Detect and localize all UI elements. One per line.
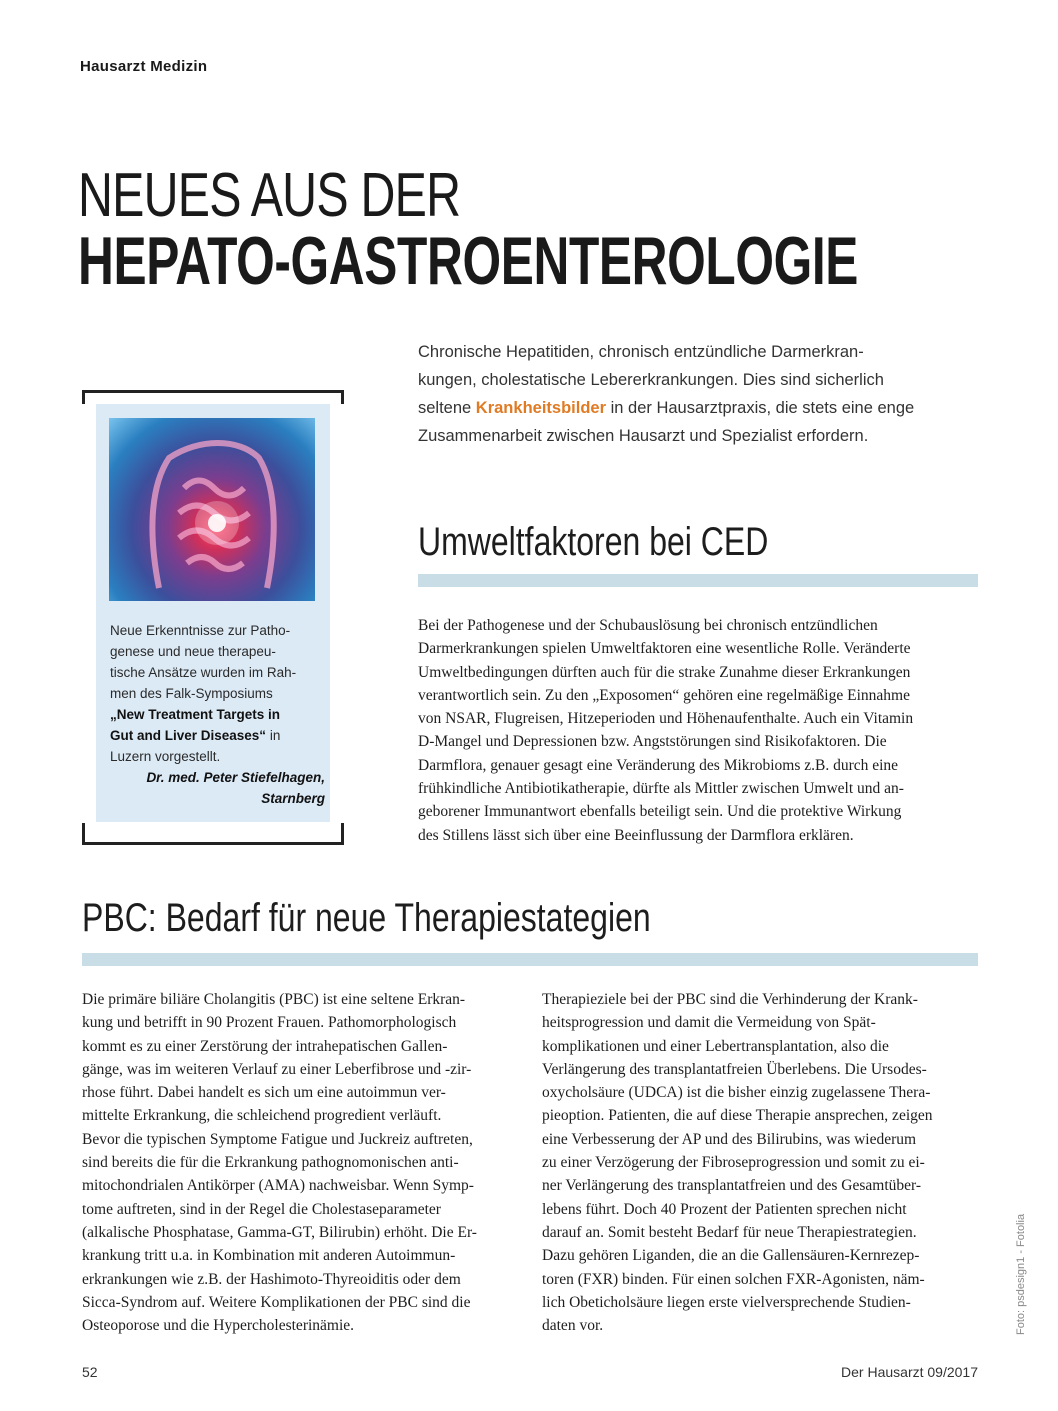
body-line: von NSAR, Flugreisen, Hitzeperioden und Höhenaufenthalte. Auch ein Vitamin [418, 710, 914, 728]
lead-line: kungen, cholestatische Lebererkrankungen. Dies sind sicherlich [418, 371, 884, 389]
author-location: Starnberg [261, 791, 325, 806]
intestine-illustration [109, 418, 315, 601]
body-line: frühkindliche Antibiotikatherapie, dürfte als Mittler zwischen Umwelt und an- [418, 780, 904, 798]
body-line: ner Verlängerung des transplantatfreien und des Gesamtüber- [542, 1177, 922, 1195]
body-line: zu einer Verzögerung der Fibroseprogression und somit zu ei- [542, 1154, 925, 1172]
body-line: mitochondrialen Antikörper (AMA) nachweisbar. Wenn Symp- [82, 1177, 474, 1195]
highlight-keyword: Krankheitsbilder [475, 399, 607, 417]
body-line: verantwortlich sein. Zu den „Exposomen“ gehören eine regelmäßige Einnahme [418, 686, 910, 704]
infobox-line [110, 704, 325, 725]
photo-credit: Foto: psdesign1 - Fotolia [1015, 1213, 1027, 1335]
page-number: 52 [82, 1364, 98, 1380]
body-line: mittelte Erkrankung, die schleichend progredient verläuft. [82, 1107, 442, 1125]
infobox-text [110, 620, 325, 809]
bracket-bottom [82, 823, 344, 845]
body-line: Verlängerung des transplantatfreien Überlebens. Die Ursodes- [542, 1060, 927, 1078]
section1-body [418, 614, 978, 847]
section2-column-2 [542, 988, 982, 1337]
publication-info: Der Hausarzt 09/2017 [841, 1364, 978, 1380]
lead-line: Chronische Hepatitiden, chronisch entzündliche Darmerkran- [418, 343, 864, 361]
section2-column-1 [82, 988, 522, 1337]
body-line: Die primäre biliäre Cholangitis (PBC) ist eine seltene Erkran- [82, 991, 466, 1008]
body-line: eine Verbesserung der AP und des Bilirubins, was wiederum [542, 1130, 917, 1148]
body-line: (alkalische Phosphatase, Gamma-GT, Bilirubin) erhöht. Die Er- [82, 1223, 477, 1241]
infobox-line: men des Falk-Symposiums [110, 686, 273, 701]
body-line: geborener Immunantwort ebenfalls beteiligt sein. Und die protektive Wirkung [418, 803, 902, 821]
body-line: erkrankungen wie z.B. der Hashimoto-Thyreoiditis oder dem [82, 1270, 461, 1288]
body-line: lich Obeticholsäure liegen erste vielversprechende Studien- [542, 1293, 911, 1311]
body-line: tome auftreten, sind in der Regel die Cholestaseparameter [82, 1200, 441, 1218]
infobox-line [110, 725, 325, 746]
intestine-graphic [109, 418, 315, 601]
body-line: Umweltbedingungen dürften auch für die strake Zunahme dieser Erkrankungen [418, 663, 911, 681]
body-line: Bei der Pathogenese und der Schubauslösung bei chronisch entzündlichen [418, 617, 878, 634]
infobox [82, 390, 344, 845]
lead-line: Zusammenarbeit zwischen Hausarzt und Spezialist erfordern. [418, 427, 869, 445]
body-line: Darmerkrankungen spielen Umweltfaktoren eine wesentliche Rolle. Veränderte [418, 640, 911, 658]
infobox-line: Luzern vorgestellt. [110, 749, 221, 764]
author-name: Dr. med. Peter Stiefelhagen, [146, 770, 325, 785]
body-line: sind bereits die für die Erkrankung pathognomonischen anti- [82, 1154, 459, 1172]
body-line: Bevor die typischen Symptome Fatigue und Juckreiz auftreten, [82, 1130, 473, 1148]
symposium-title: Gut and Liver Diseases“ [110, 728, 267, 743]
section-heading: PBC: Bedarf für neue Therapiestategien [82, 896, 651, 940]
lead-line [418, 394, 948, 422]
title-line-2: HEPATO-GASTROENTEROLOGIE [78, 223, 859, 299]
lead-paragraph [418, 338, 948, 450]
body-line: Osteoporose und die Hypercholesterinämie. [82, 1317, 355, 1335]
body-line: darauf an. Somit besteht Bedarf für neue Therapiestrategien. [542, 1223, 917, 1241]
infobox-text-fragment: in [266, 728, 281, 743]
body-line: oxycholsäure (UDCA) ist die bisher einzig zugelassene Thera- [542, 1084, 931, 1102]
section-heading: Umweltfaktoren bei CED [418, 520, 769, 564]
body-line: daten vor. [542, 1317, 604, 1335]
body-line: Therapieziele bei der PBC sind die Verhinderung der Krank- [542, 991, 918, 1008]
body-line: pieoption. Patienten, die auf diese Therapie ansprechen, zeigen [542, 1107, 933, 1125]
body-line: rhose führt. Dabei handelt es sich um eine autoimmun ver- [82, 1084, 446, 1102]
body-line: kung und betrifft in 90 Prozent Frauen. Pathomorphologisch [82, 1014, 457, 1032]
body-line: kommt es zu einer Zerstörung der intrahepatischen Gallen- [82, 1037, 448, 1055]
bracket-top [82, 390, 344, 404]
body-line: Sicca-Syndrom auf. Weitere Komplikationen der PBC sind die [82, 1293, 471, 1311]
infobox-line: Neue Erkenntnisse zur Patho- [110, 623, 291, 638]
lead-text: in der Hausarztpraxis, die stets eine enge [606, 399, 915, 417]
symposium-title: „New Treatment Targets in [110, 707, 281, 722]
body-line: lebens führt. Doch 40 Prozent der Patienten sprechen nicht [542, 1200, 907, 1218]
body-line: krankung tritt u.a. in Kombination mit anderen Autoimmun- [82, 1247, 456, 1265]
body-line: gänge, was im weiteren Verlauf zu einer Leberfibrose und -zir- [82, 1060, 472, 1078]
infobox-line: tische Ansätze wurden im Rah- [110, 665, 297, 680]
body-line: D-Mangel und Depressionen bzw. Angststörungen sind Risikofaktoren. Die [418, 733, 887, 751]
body-line: des Stillens lässt sich über eine Beeinflussung der Darmflora erklären. [418, 826, 854, 844]
section-rule [418, 574, 978, 587]
body-line: Dazu gehören Liganden, die an die Gallensäuren-Kernrezep- [542, 1247, 920, 1265]
body-line: komplikationen und einer Lebertransplantation, also die [542, 1037, 889, 1055]
lead-text: seltene [418, 399, 476, 417]
title-line-1: NEUES AUS DER [78, 161, 461, 230]
section-rule [82, 953, 978, 966]
body-line: toren (FXR) binden. Für einen solchen FXR-Agonisten, näm- [542, 1270, 925, 1288]
body-line: heitsprogression und damit die Vermeidung von Spät- [542, 1014, 876, 1032]
body-line: Darmflora, genauer gesagt eine Veränderung des Mikrobioms z.B. durch eine [418, 756, 899, 774]
infobox-line: genese und neue therapeu- [110, 644, 276, 659]
section-label: Hausarzt Medizin [80, 58, 208, 75]
